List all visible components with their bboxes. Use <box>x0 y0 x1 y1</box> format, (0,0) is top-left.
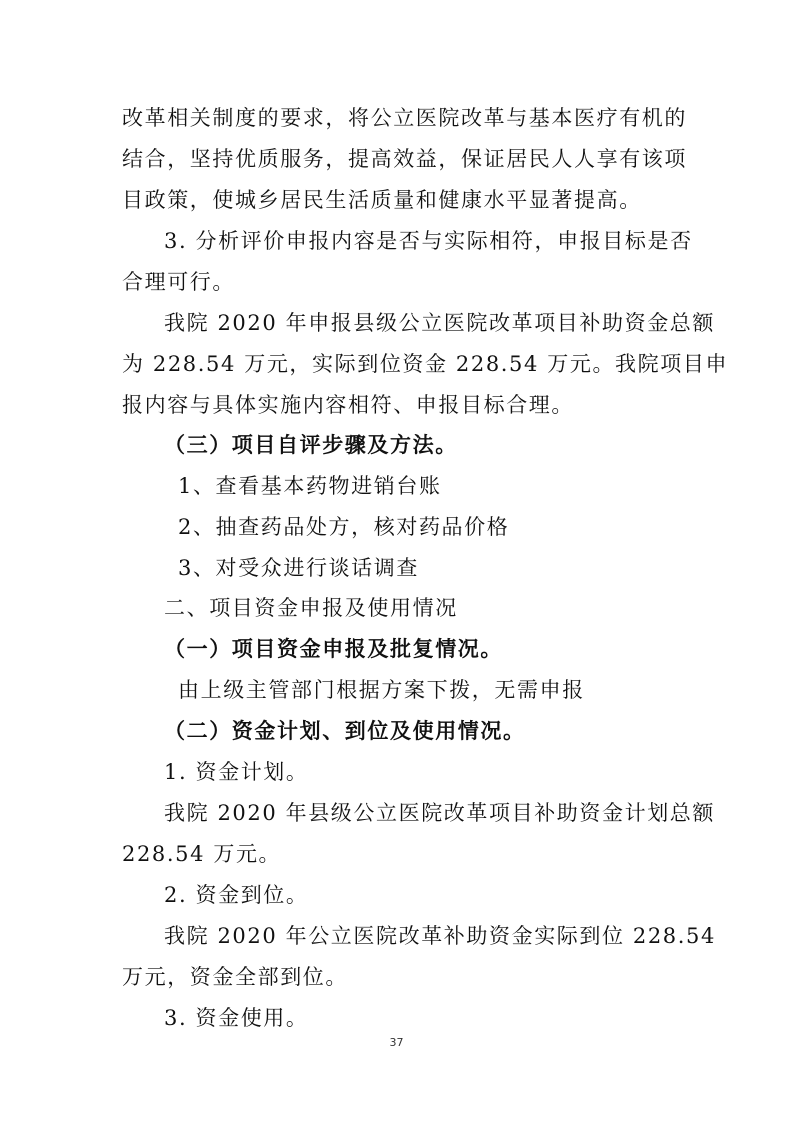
body-line-declare: 由上级主管部门根据方案下拨，无需申报 <box>178 678 585 702</box>
body-line-1: 改革相关制度的要求，将公立医院改革与基本医疗有机的 <box>122 106 687 130</box>
step-item-2: 2、抽查药品处方，核对药品价格 <box>178 515 510 539</box>
body-line-arrival-1: 我院 2020 年公立医院改革补助资金实际到位 228.54 <box>164 924 716 948</box>
step-item-3: 3、对受众进行谈话调查 <box>178 556 419 580</box>
body-line-arrival-2: 万元，资金全部到位。 <box>122 965 348 989</box>
section-heading-2: （二）资金计划、到位及使用情况。 <box>164 719 526 743</box>
body-line-3: 目政策，使城乡居民生活质量和健康水平显著提高。 <box>122 188 642 212</box>
section-heading-1: （一）项目资金申报及批复情况。 <box>164 637 503 661</box>
body-line-2: 结合，坚持优质服务，提高效益，保证居民人人享有该项 <box>122 147 687 171</box>
body-line-8: 报内容与具体实施内容相符、申报目标合理。 <box>122 393 574 417</box>
body-line-plan-2: 228.54 万元。 <box>122 842 282 866</box>
subheading-fund-plan: 1. 资金计划。 <box>164 760 309 784</box>
body-line-7: 为 228.54 万元，实际到位资金 228.54 万元。我院项目申 <box>122 352 729 376</box>
body-line-5: 合理可行。 <box>122 270 235 294</box>
step-item-1: 1、查看基本药物进销台账 <box>178 474 442 498</box>
subheading-fund-use: 3. 资金使用。 <box>164 1006 309 1030</box>
subheading-fund-arrival: 2. 资金到位。 <box>164 883 309 907</box>
body-line-4: 3. 分析评价申报内容是否与实际相符，申报目标是否 <box>164 229 693 253</box>
body-line-plan-1: 我院 2020 年县级公立医院改革项目补助资金计划总额 <box>164 801 715 825</box>
body-line-6: 我院 2020 年申报县级公立医院改革项目补助资金总额 <box>164 311 715 335</box>
section-heading-3: （三）项目自评步骤及方法。 <box>164 433 458 457</box>
page-number: 37 <box>389 1036 404 1049</box>
chapter-heading-2: 二、项目资金申报及使用情况 <box>164 596 458 620</box>
